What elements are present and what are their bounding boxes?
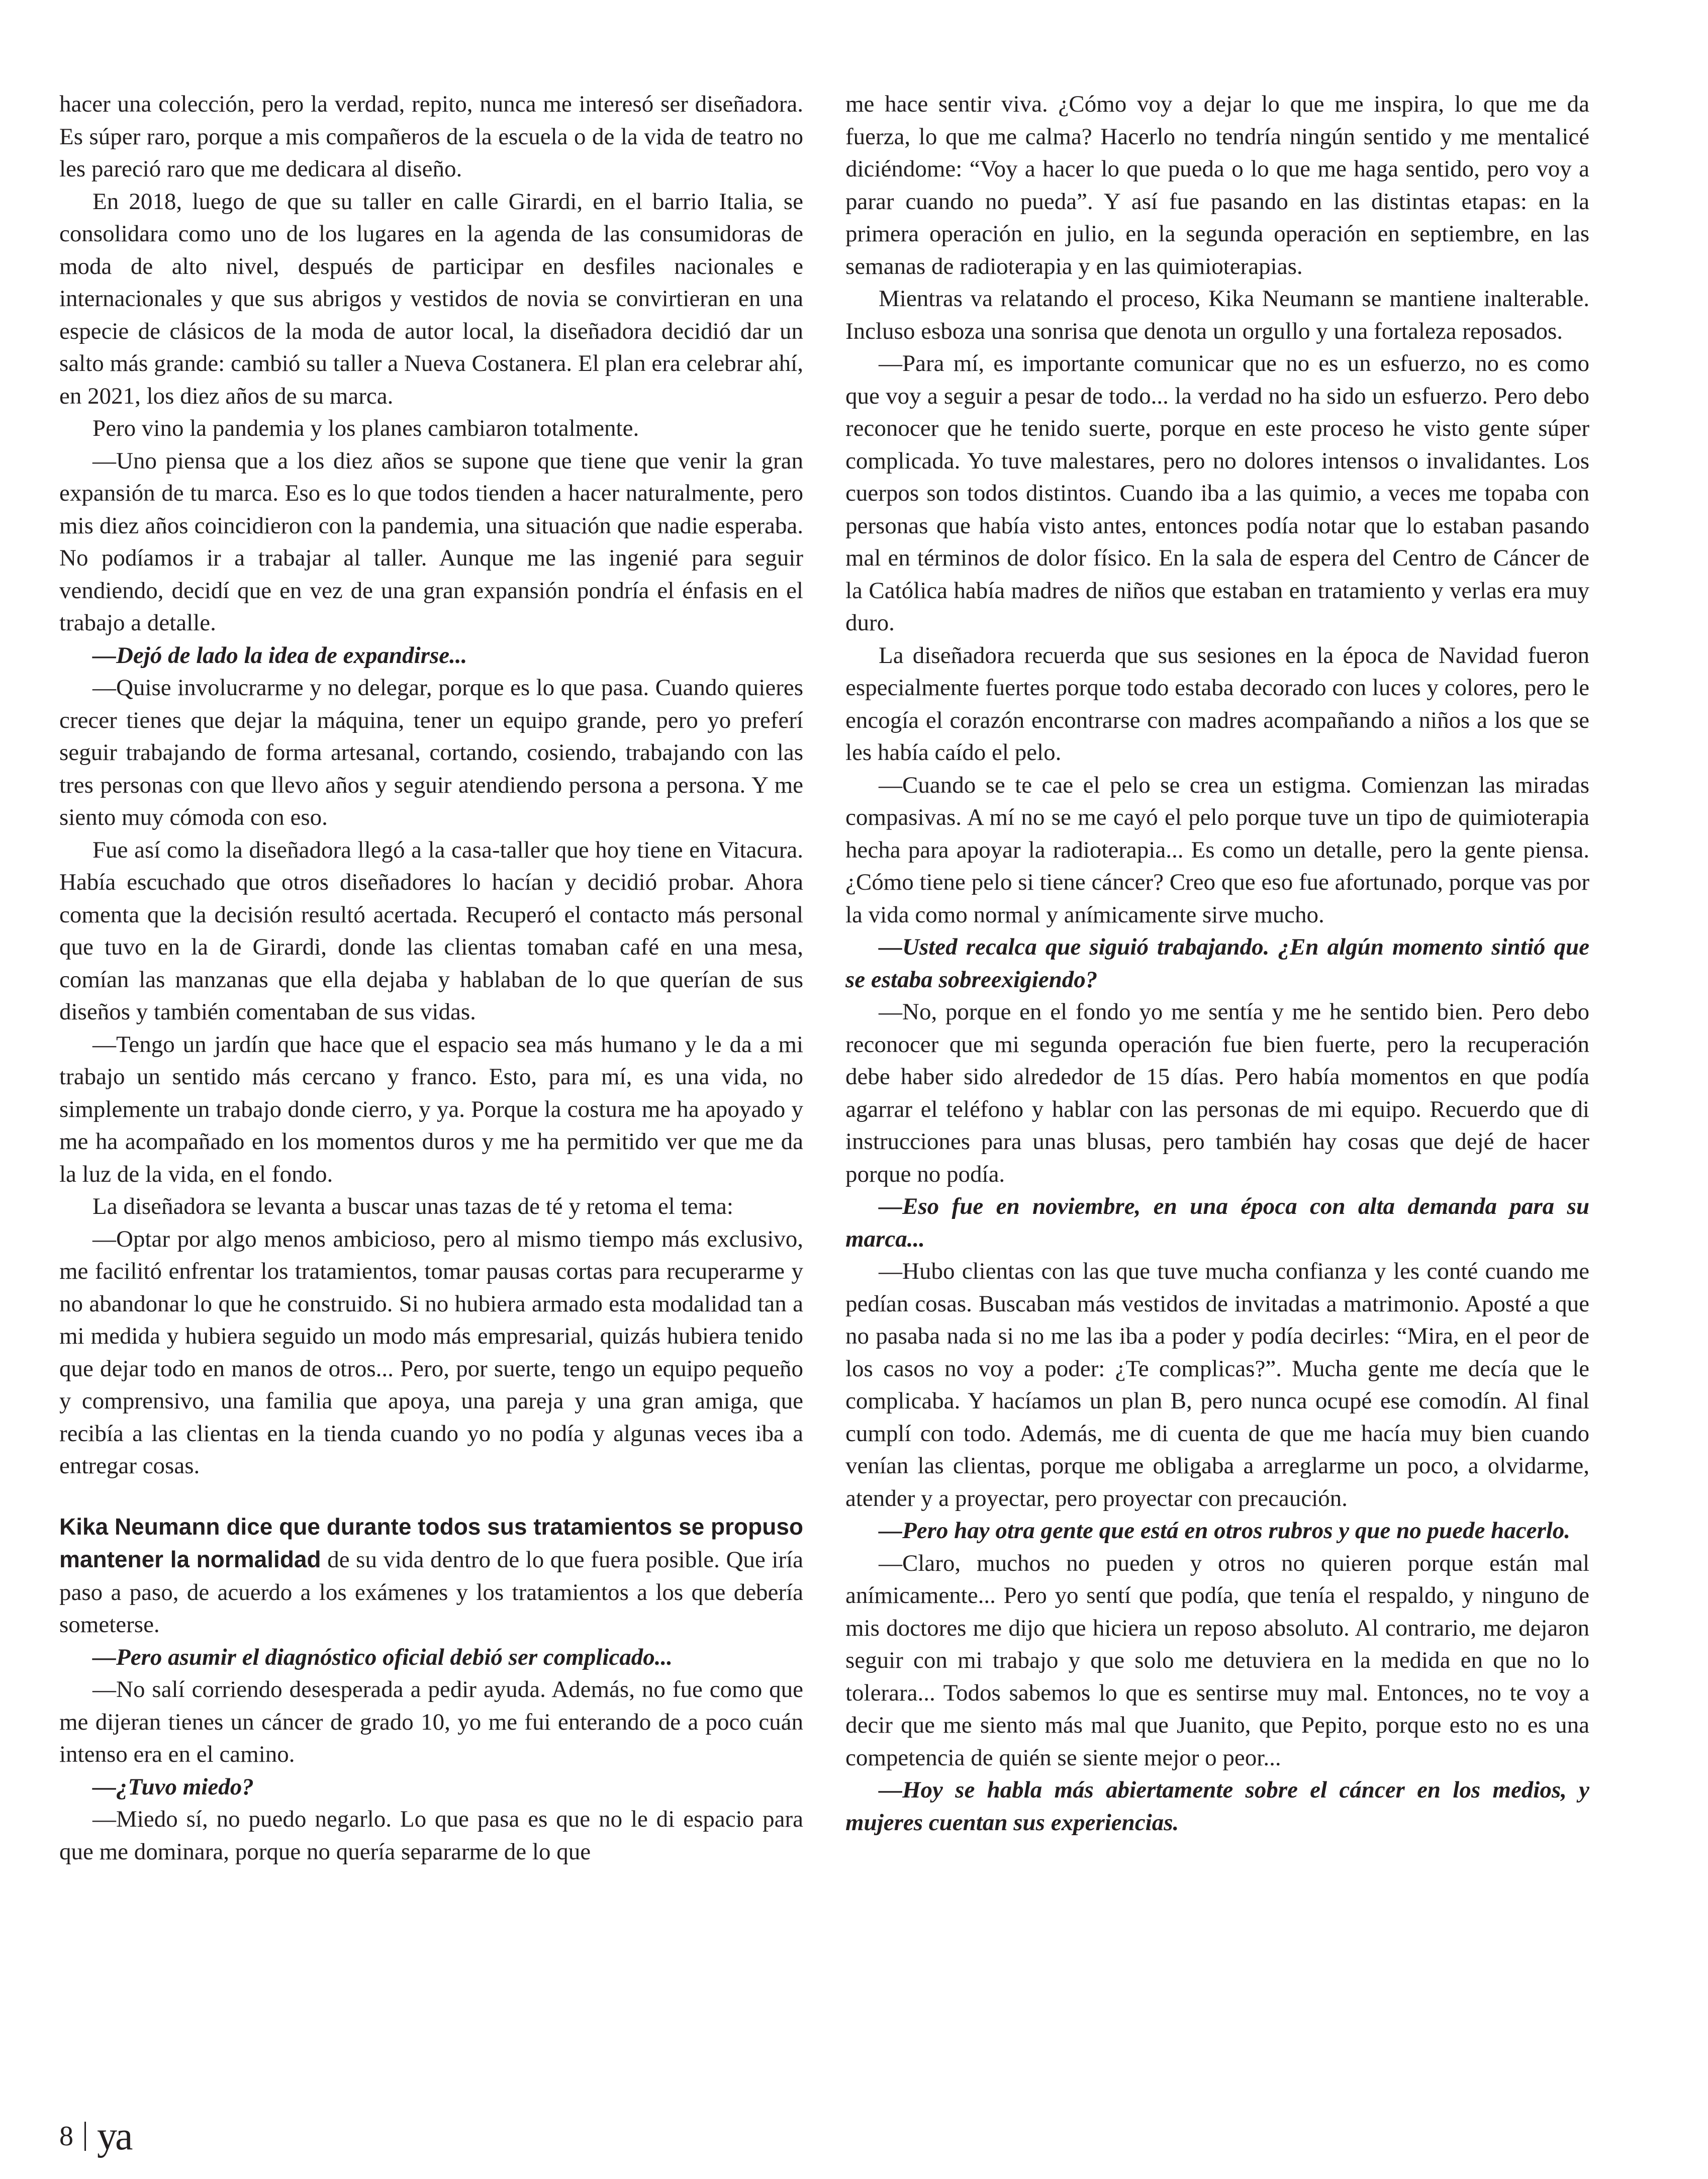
body-paragraph: —Uno piensa que a los diez años se supone que tiene que venir la gran expansión de tu marca. Eso es lo que todos tienden a hacer naturalmente, pero mis diez años coincidieron con la pandemia, una situación que nadie esperaba. No podíamos ir a trabajar al taller. Aunque me las ingenié para seguir vendiendo, decidí que en vez de una gran expansión pondría el énfasis en el trabajo a detalle. xyxy=(59,447,803,636)
right-text-column xyxy=(845,88,1589,1839)
body-paragraph: —Para mí, es importante comunicar que no es un esfuerzo, no es como que voy a seguir a pesar de todo... la verdad no ha sido un esfuerzo. Pero debo reconocer que he tenido suerte, porque en este proceso he visto gente súper complicada. Yo tuve malestares, pero no dolores intensos o invalidantes. Los cuerpos son todos distintos. Cuando iba a las quimio, a veces me topaba con personas que había visto antes, entonces podía notar que lo estaban pasando mal en términos de dolor físico. En la sala de espera del Centro de Cáncer de la Católica había madres de niños que estaban en tratamiento y verlas era muy duro. xyxy=(845,350,1589,636)
body-paragraph: Mientras va relatando el proceso, Kika Neumann se mantiene inalterable. Incluso esboza una sonrisa que denota un orgullo y una fortaleza reposados. xyxy=(845,286,1589,344)
interview-question: —Usted recalca que siguió trabajando. ¿En algún momento sintió que se estaba sobreexigiendo? xyxy=(845,934,1589,993)
magazine-logo: ya xyxy=(97,2114,131,2158)
body-paragraph: —Cuando se te cae el pelo se crea un estigma. Comienzan las miradas compasivas. A mí no se me cayó el pelo porque tuve un tipo de quimioterapia hecha para apoyar la radioterapia... Es como un detalle, pero la gente piensa. ¿Cómo tiene pelo si tiene cáncer? Creo que eso fue afortunado, porque vas por la vida como normal y anímicamente sirve mucho. xyxy=(845,772,1589,928)
body-paragraph: En 2018, luego de que su taller en calle Girardi, en el barrio Italia, se consolidara como uno de los lugares en la agenda de las consumidoras de moda de alto nivel, después de participar en desfiles nacionales e internacionales y que sus abrigos y vestidos de novia se convirtieran en una especie de clásicos de la moda de autor local, la diseñadora decidió dar un salto más grande: cambió su taller a Nueva Costanera. El plan era celebrar ahí, en 2021, los diez años de su marca. xyxy=(59,188,803,409)
body-paragraph: —Claro, muchos no pueden y otros no quieren porque están mal anímicamente... Pero yo sentí que podía, que tenía el respaldo, y ninguno de mis doctores me dijo que hiciera un reposo absoluto. Al contrario, me dejaron seguir con mi trabajo y que solo me detuviera en la medida en que no lo tolerara... Todos sabemos lo que es sentirse muy mal. Entonces, no te voy a decir que me siento más mal que Juanito, que Pepito, porque esto no es una competencia de quién se siente mejor o peor... xyxy=(845,1550,1589,1771)
footer-divider xyxy=(84,2122,86,2151)
interview-question: —Pero hay otra gente que está en otros rubros y que no puede hacerlo. xyxy=(879,1518,1571,1544)
page-number: 8 xyxy=(59,2121,73,2152)
body-paragraph: —Hubo clientas con las que tuve mucha confianza y les conté cuando me pedían cosas. Buscaban más vestidos de invitadas a matrimonio. Aposté a que no pasaba nada si no me las iba a poder y podía decirles: “Mira, en el peor de los casos no voy a poder: ¿Te complicas?”. Mucha gente me decía que le complicaba. Y hacíamos un plan B, pero nunca ocupé ese comodín. Al final cumplí con todo. Además, me di cuenta de que me hacía muy bien cuando venían las clientas, porque me obligaba a arreglarme un poco, a olvidarme, atender y a proyectar, pero proyectar con precaución. xyxy=(845,1258,1589,1511)
section-lead-paragraph xyxy=(59,1510,803,1641)
page-footer xyxy=(59,2116,131,2156)
body-paragraph: —Tengo un jardín que hace que el espacio sea más humano y le da a mi trabajo un sentido más cercano y franco. Esto, para mí, es una vida, no simplemente un trabajo donde cierro, y ya. Porque la costura me ha apoyado y me ha acompañado en los momentos duros y me ha permitido ver que me da la luz de la vida, en el fondo. xyxy=(59,1031,803,1187)
body-paragraph: —Optar por algo menos ambicioso, pero al mismo tiempo más exclusivo, me facilitó enfrentar los tratamientos, tomar pausas cortas para recuperarme y no abandonar lo que he construido. Si no hubiera armado esta modalidad tan a mi medida y hubiera seguido un modo más empresarial, quizás hubiera tenido que dejar todo en manos de otros... Pero, por suerte, tengo un equipo pequeño y comprensivo, una familia que apoya, una pareja y una gran amiga, que recibía a las clientas en la tienda cuando yo no podía y algunas veces iba a entregar cosas. xyxy=(59,1225,803,1479)
interview-question: —Dejó de lado la idea de expandirse... xyxy=(92,642,467,669)
body-paragraph: Fue así como la diseñadora llegó a la casa-taller que hoy tiene en Vitacura. Había escuchado que otros diseñadores lo hacían y decidió probar. Ahora comenta que la decisión resultó acertada. Recuperó el contacto más personal que tuvo en la de Girardi, donde las clientas tomaban café en una mesa, comían las manzanas que ella dejaba y hablaban de lo que querían de sus diseños y también comentaban de sus vidas. xyxy=(59,836,803,1025)
interview-question: —¿Tuvo miedo? xyxy=(92,1773,254,1800)
lead-in-bold-text: Kika Neumann dice que durante todos sus tratamientos se propuso mantener la normalidad xyxy=(59,1513,803,1572)
body-paragraph: La diseñadora se levanta a buscar unas tazas de té y retoma el tema: xyxy=(92,1193,733,1219)
interview-question: —Hoy se habla más abiertamente sobre el cáncer en los medios, y mujeres cuentan sus experiencias. xyxy=(845,1777,1589,1836)
left-text-column xyxy=(59,88,803,1868)
body-paragraph: —Quise involucrarme y no delegar, porque es lo que pasa. Cuando quieres crecer tienes que dejar la máquina, tener un equipo grande, pero yo preferí seguir trabajando de forma artesanal, cortando, cosiendo, trabajando con las tres personas con que llevo años y seguir atendiendo persona a persona. Y me siento muy cómoda con eso. xyxy=(59,675,803,830)
interview-question: —Eso fue en noviembre, en una época con alta demanda para su marca... xyxy=(845,1193,1589,1252)
lead-paragraph-rest: de su vida dentro de lo que fuera posible. Que iría paso a paso, de acuerdo a los exámenes y los tratamientos a los que debería someterse. xyxy=(59,1547,803,1638)
body-paragraph: hacer una colección, pero la verdad, repito, nunca me interesó ser diseñadora. Es súper raro, porque a mis compañeros de la escuela o de la vida de teatro no les pareció raro que me dedicara al diseño. xyxy=(59,91,803,182)
body-paragraph: —No salí corriendo desesperada a pedir ayuda. Además, no fue como que me dijeran tienes un cáncer de grado 10, yo me fui enterando de a poco cuán intenso era en el camino. xyxy=(59,1676,803,1767)
body-paragraph: La diseñadora recuerda que sus sesiones en la época de Navidad fueron especialmente fuertes porque todo estaba decorado con luces y colores, pero le encogía el corazón encontrarse con madres acompañando a niños a los que se les había caído el pelo. xyxy=(845,642,1589,766)
body-paragraph: me hace sentir viva. ¿Cómo voy a dejar lo que me inspira, lo que me da fuerza, lo que me calma? Hacerlo no tendría ningún sentido y me mentalicé diciéndome: “Voy a hacer lo que pueda o lo que me haga sentido, pero voy a parar cuando no pueda”. Y así fue pasando en las distintas etapas: en la primera operación en julio, en la segunda operación en septiembre, en las semanas de radioterapia y en las quimioterapias. xyxy=(845,91,1589,279)
body-paragraph: Pero vino la pandemia y los planes cambiaron totalmente. xyxy=(92,415,639,441)
body-paragraph: —No, porque en el fondo yo me sentía y me he sentido bien. Pero debo reconocer que mi segunda operación fue bien fuerte, pero la recuperación debe haber sido alrededor de 15 días. Pero había momentos en que podía agarrar el teléfono y hablar con las personas de mi equipo. Recuerdo que di instrucciones para unas blusas, pero también hay cosas que dejé de hacer porque no podía. xyxy=(845,999,1589,1187)
interview-question: —Pero asumir el diagnóstico oficial debió ser complicado... xyxy=(92,1644,673,1670)
body-paragraph: —Miedo sí, no puedo negarlo. Lo que pasa es que no le di espacio para que me dominara, porque no quería separarme de lo que xyxy=(59,1806,803,1865)
